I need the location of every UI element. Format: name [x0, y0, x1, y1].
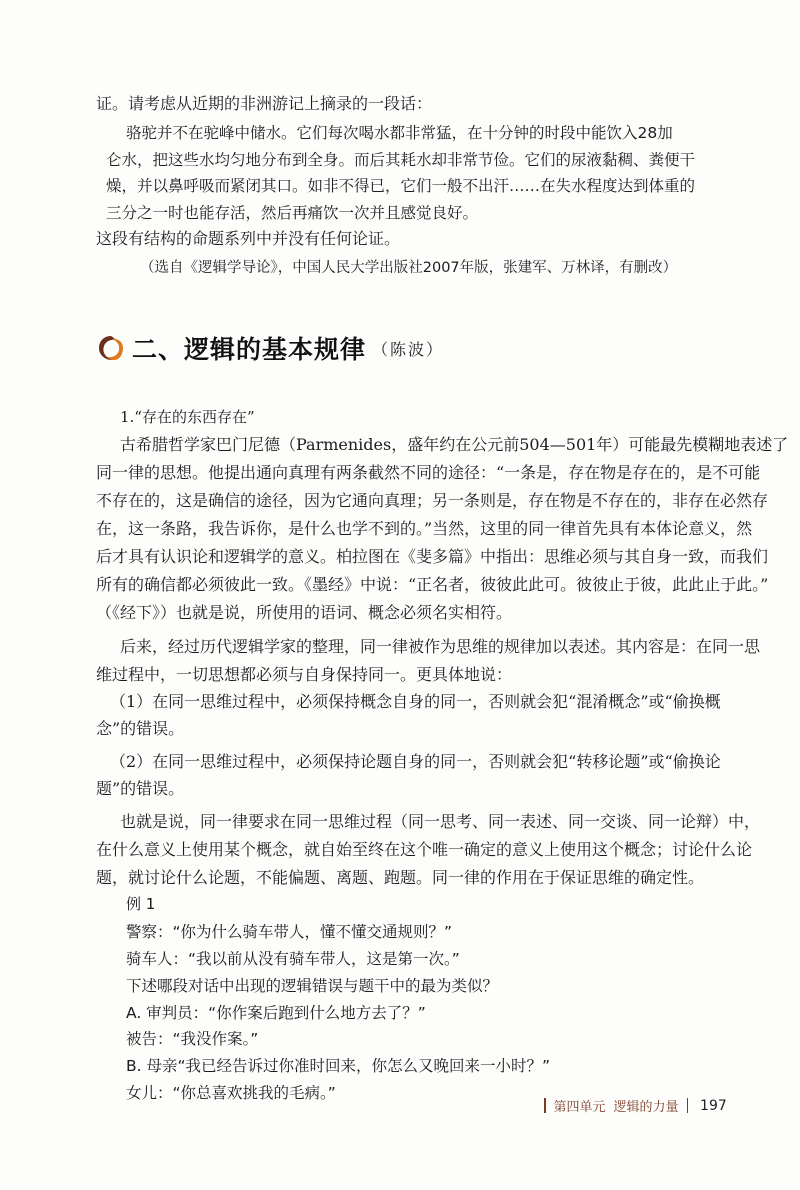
footer-chapter: 逻辑的力量	[613, 1100, 679, 1115]
intro-conclusion: 这段有结构的命题系列中并没有任何论证。	[96, 229, 401, 248]
intro-line: 证。请考虑从近期的非洲游记上摘录的一段话：	[96, 94, 433, 113]
body-line: 后才具有认识论和逻辑学的意义。柏拉图在《斐多篇》中指出：思维必须与其自身一致，而我们	[96, 547, 769, 566]
section-author: （陈波）	[372, 339, 445, 359]
quote-line: 三分之一时也能存活，然后再痛饮一次并且感觉良好。	[106, 204, 479, 222]
quote-line: 骆驼并不在驼峰中储水。它们每次喝水都非常猛，在十分钟的时段中能饮入28加	[126, 124, 673, 142]
body-line: 后来，经过历代逻辑学家的整理，同一律被作为思维的规律加以表述。其内容是：在同一思	[120, 637, 761, 656]
footer-unit: 第四单元	[553, 1100, 606, 1115]
body-line: 在，这一条路，我告诉你，是什么也学不到的。”当然，这里的同一律首先具有本体论意义，然	[96, 519, 753, 538]
example-line: 被告：“我没作案。”	[126, 1030, 259, 1048]
body-line: 在什么意义上使用某个概念，就自始至终在这个唯一确定的意义上使用这个概念；讨论什么论	[96, 840, 753, 859]
body-line: 古希腊哲学家巴门尼德（Parmenides，盛年约在公元前504—501年）可能最先模糊地表述了	[120, 435, 789, 454]
body-line: 所有的确信都必须彼此一致。《墨经》中说：“正名者，彼彼此此可。彼彼止于彼，此此止于此。”	[96, 575, 769, 594]
footer-divider	[687, 1098, 689, 1113]
body-line: 念”的错误。	[96, 719, 185, 738]
swirl-icon	[96, 333, 126, 363]
section-title: 二、逻辑的基本规律	[132, 335, 367, 364]
example-line: 下述哪段对话中出现的逻辑错误与题干中的最为类似？	[126, 977, 499, 995]
quote-line: 燥，并以鼻呼吸而紧闭其口。如非不得已，它们一般不出汗……在失水程度达到体重的	[106, 177, 696, 195]
body-line: 不存在的，这是确信的途径，因为它通向真理；另一条则是，存在物是不存在的，非存在必然存	[96, 491, 769, 510]
page-number: 197	[700, 1097, 727, 1114]
page-footer	[536, 1096, 727, 1115]
body-line: 同一律的思想。他提出通向真理有两条截然不同的途径：“一条是，存在物是存在的，是不可能	[96, 463, 761, 482]
body-line: （2）在同一思维过程中，必须保持论题自身的同一，否则就会犯“转移论题”或“偷换论	[110, 752, 721, 771]
example-label: 例 1	[126, 895, 156, 913]
body-line: 也就是说，同一律要求在同一思维过程（同一思考、同一表述、同一交谈、同一论辩）中，	[120, 812, 761, 831]
body-line: 题”的错误。	[96, 779, 185, 798]
body-line: 题，就讨论什么论题，不能偏题、离题、跑题。同一律的作用在于保证思维的确定性。	[96, 868, 705, 887]
subheading: 1.“存在的东西存在”	[120, 408, 255, 426]
example-line: 骑车人：“我以前从没有骑车带人，这是第一次。”	[126, 950, 460, 968]
body-line: （《经下》）也就是说，所使用的语词、概念必须名实相符。	[96, 603, 513, 622]
body-line: （1）在同一思维过程中，必须保持概念自身的同一，否则就会犯“混淆概念”或“偷换概	[110, 692, 721, 711]
quote-line: 仑水，把这些水均匀地分布到全身。而后其耗水却非常节俭。它们的尿液黏稠、粪便干	[106, 151, 696, 169]
section-heading	[96, 330, 444, 366]
example-option: B. 母亲“我已经告诉过你准时回来，你怎么又晚回来一小时？”	[126, 1057, 551, 1075]
example-option: A. 审判员：“你作案后跑到什么地方去了？”	[126, 1004, 426, 1022]
source-citation: （选自《逻辑学导论》，中国人民大学出版社2007年版，张建军、万林译，有删改）	[140, 260, 678, 276]
footer-divider	[544, 1098, 546, 1113]
example-line: 警察：“你为什么骑车带人，懂不懂交通规则？”	[126, 923, 453, 941]
body-line: 维过程中，一切思想都必须与自身保持同一。更具体地说：	[96, 665, 513, 684]
example-line: 女儿：“你总喜欢挑我的毛病。”	[126, 1084, 336, 1102]
